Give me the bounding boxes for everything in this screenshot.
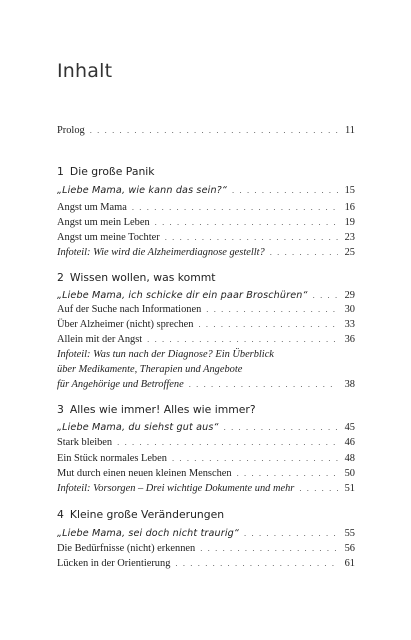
page-number: 50 (344, 468, 355, 479)
chapter-heading (57, 165, 155, 178)
chapter-title: Wissen wollen, was kommt (69, 271, 216, 284)
page-number: 56 (344, 543, 355, 554)
dot-leader (117, 434, 338, 451)
entry-title: Infoteil: Wie wird die Alzheimerdiagnose gestellt? (57, 247, 265, 258)
toc-entry[interactable] (57, 182, 355, 199)
entry-title: Die Bedürfnisse (nicht) erkennen (57, 543, 196, 554)
toc-entry-infoteil[interactable] (57, 480, 355, 497)
dot-leader (232, 182, 338, 199)
entry-title: Allein mit der Angst (57, 334, 143, 345)
dot-leader (299, 480, 338, 497)
page-number: 15 (344, 185, 355, 196)
entry-title: Ein Stück normales Leben (57, 453, 167, 464)
entry-title: Angst um Mama (57, 202, 127, 213)
toc-entry-infoteil[interactable] (57, 376, 355, 393)
chapter-title: Kleine große Veränderungen (69, 508, 225, 521)
page-number: 45 (344, 422, 355, 433)
entry-title: „Liebe Mama, wie kann das sein?“ (57, 185, 228, 196)
entry-title: Auf der Suche nach Informationen (57, 304, 202, 315)
dot-leader (270, 244, 338, 261)
chapter-number: 4 (57, 508, 64, 521)
entry-title: Lücken in der Orientierung (57, 558, 171, 569)
page-number: 38 (344, 379, 355, 390)
entry-title: „Liebe Mama, ich schicke dir ein paar Broschüren“ (57, 290, 308, 301)
dot-leader (90, 122, 338, 139)
chapter-number: 1 (57, 165, 64, 178)
entry-title: Über Alzheimer (nicht) sprechen (57, 319, 194, 330)
entry-title: Mut durch einen neuen kleinen Menschen (57, 468, 232, 479)
entry-title: Stark bleiben (57, 437, 113, 448)
toc-entry-infoteil[interactable] (57, 244, 355, 261)
entry-title: Angst um meine Tochter (57, 232, 160, 243)
page-number: 16 (344, 202, 355, 213)
entry-title: für Angehörige und Betroffene (57, 379, 184, 390)
chapter-title: Alles wie immer! Alles wie immer? (69, 403, 256, 416)
chapter-title: Die große Panik (69, 165, 155, 178)
page-number: 30 (344, 304, 355, 315)
page-number: 11 (344, 125, 355, 136)
entry-title: Infoteil: Vorsorgen – Drei wichtige Dokumente und mehr (57, 483, 295, 494)
dot-leader (175, 555, 338, 572)
page-number: 29 (344, 290, 355, 301)
toc-entry-prolog[interactable] (57, 122, 355, 139)
page-number: 51 (344, 483, 355, 494)
page-number: 23 (344, 232, 355, 243)
toc-entry[interactable] (57, 434, 355, 451)
page-number: 46 (344, 437, 355, 448)
dot-leader (189, 376, 338, 393)
entry-title: „Liebe Mama, du siehst gut aus“ (57, 422, 219, 433)
infoteil-line-2[interactable]: über Medikamente, Therapien und Angebote (57, 364, 243, 375)
page-number: 36 (344, 334, 355, 345)
page-number: 19 (344, 217, 355, 228)
page-title: Inhalt (57, 60, 113, 82)
page-number: 25 (344, 247, 355, 258)
infoteil-line-1[interactable]: Infoteil: Was tun nach der Diagnose? Ein Überblick (57, 349, 274, 360)
page-number: 48 (344, 453, 355, 464)
chapter-heading (57, 271, 216, 284)
chapter-number: 2 (57, 271, 64, 284)
chapter-heading (57, 403, 256, 416)
entry-title: Angst um mein Leben (57, 217, 150, 228)
chapter-number: 3 (57, 403, 64, 416)
entry-title: Prolog (57, 125, 85, 136)
page-number: 33 (344, 319, 355, 330)
page-number: 55 (344, 528, 355, 539)
chapter-heading (57, 508, 224, 521)
page-number: 61 (344, 558, 355, 569)
entry-title: „Liebe Mama, sei doch nicht traurig“ (57, 528, 240, 539)
toc-entry[interactable] (57, 555, 355, 572)
